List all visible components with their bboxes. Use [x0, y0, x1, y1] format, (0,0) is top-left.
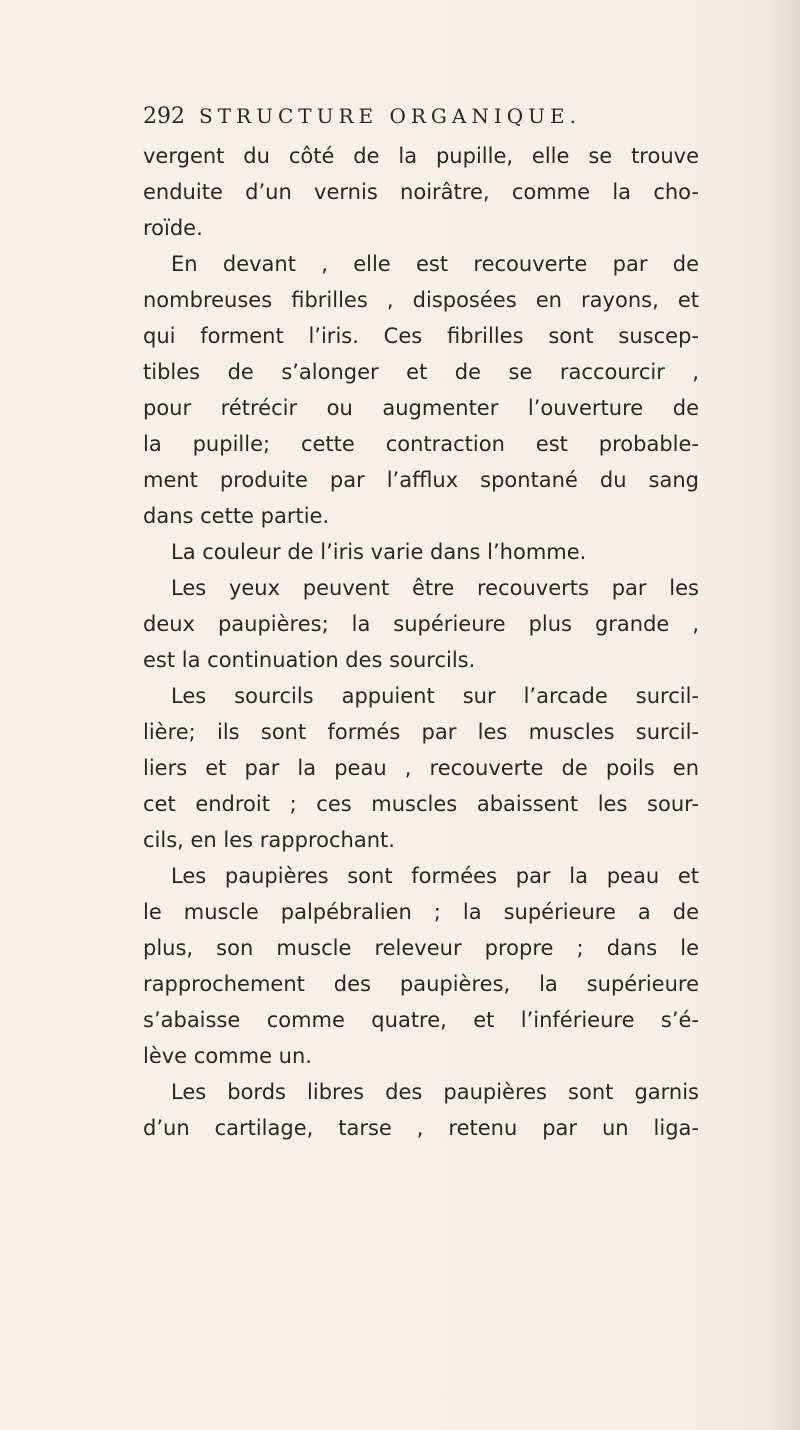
text-line: s’abaisse comme quatre, et l’inférieure s’é- [143, 1008, 699, 1032]
text-line: lière; ils sont formés par les muscles surcil- [143, 720, 699, 744]
text-line: le muscle palpébralien ; la supérieure a de [143, 900, 699, 924]
text-line: pour rétrécir ou augmenter l’ouverture de [143, 396, 699, 420]
text-line: En devant , elle est recouverte par de [171, 252, 699, 276]
text-line: Les bords libres des paupières sont garnis [171, 1080, 699, 1104]
text-line: qui forment l’iris. Ces fibrilles sont suscep- [143, 324, 699, 348]
text-line: Les sourcils appuient sur l’arcade surcil- [171, 684, 699, 708]
text-line: la pupille; cette contraction est probable- [143, 432, 699, 456]
text-line: est la continuation des sourcils. [143, 648, 476, 672]
text-line: tibles de s’alonger et de se raccourcir , [143, 360, 699, 384]
running-head: STRUCTURE ORGANIQUE. [199, 104, 581, 128]
text-line: La couleur de l’iris varie dans l’homme. [171, 540, 587, 564]
text-line: d’un cartilage, tarse , retenu par un liga- [143, 1116, 699, 1140]
text-line: nombreuses fibrilles , disposées en rayons, et [143, 288, 699, 312]
text-line: Les paupières sont formées par la peau et [171, 864, 699, 888]
text-line: liers et par la peau , recouverte de poils en [143, 756, 699, 780]
text-line: cet endroit ; ces muscles abaissent les sour- [143, 792, 699, 816]
body-text [143, 138, 699, 1146]
text-line: dans cette partie. [143, 504, 330, 528]
text-line: roïde. [143, 216, 203, 240]
text-line: ment produite par l’afflux spontané du sang [143, 468, 699, 492]
page-header [143, 104, 703, 136]
text-line: deux paupières; la supérieure plus grande , [143, 612, 699, 636]
text-line: lève comme un. [143, 1044, 312, 1068]
text-line: cils, en les rapprochant. [143, 828, 395, 852]
text-line: rapprochement des paupières, la supérieure [143, 972, 699, 996]
page-number: 292 [143, 104, 185, 129]
text-line: Les yeux peuvent être recouverts par les [171, 576, 699, 600]
text-line: enduite d’un vernis noirâtre, comme la cho- [143, 180, 699, 204]
page-edge-shadow [772, 0, 800, 1430]
text-line: vergent du côté de la pupille, elle se trouve [143, 144, 699, 168]
text-line: plus, son muscle releveur propre ; dans le [143, 936, 699, 960]
